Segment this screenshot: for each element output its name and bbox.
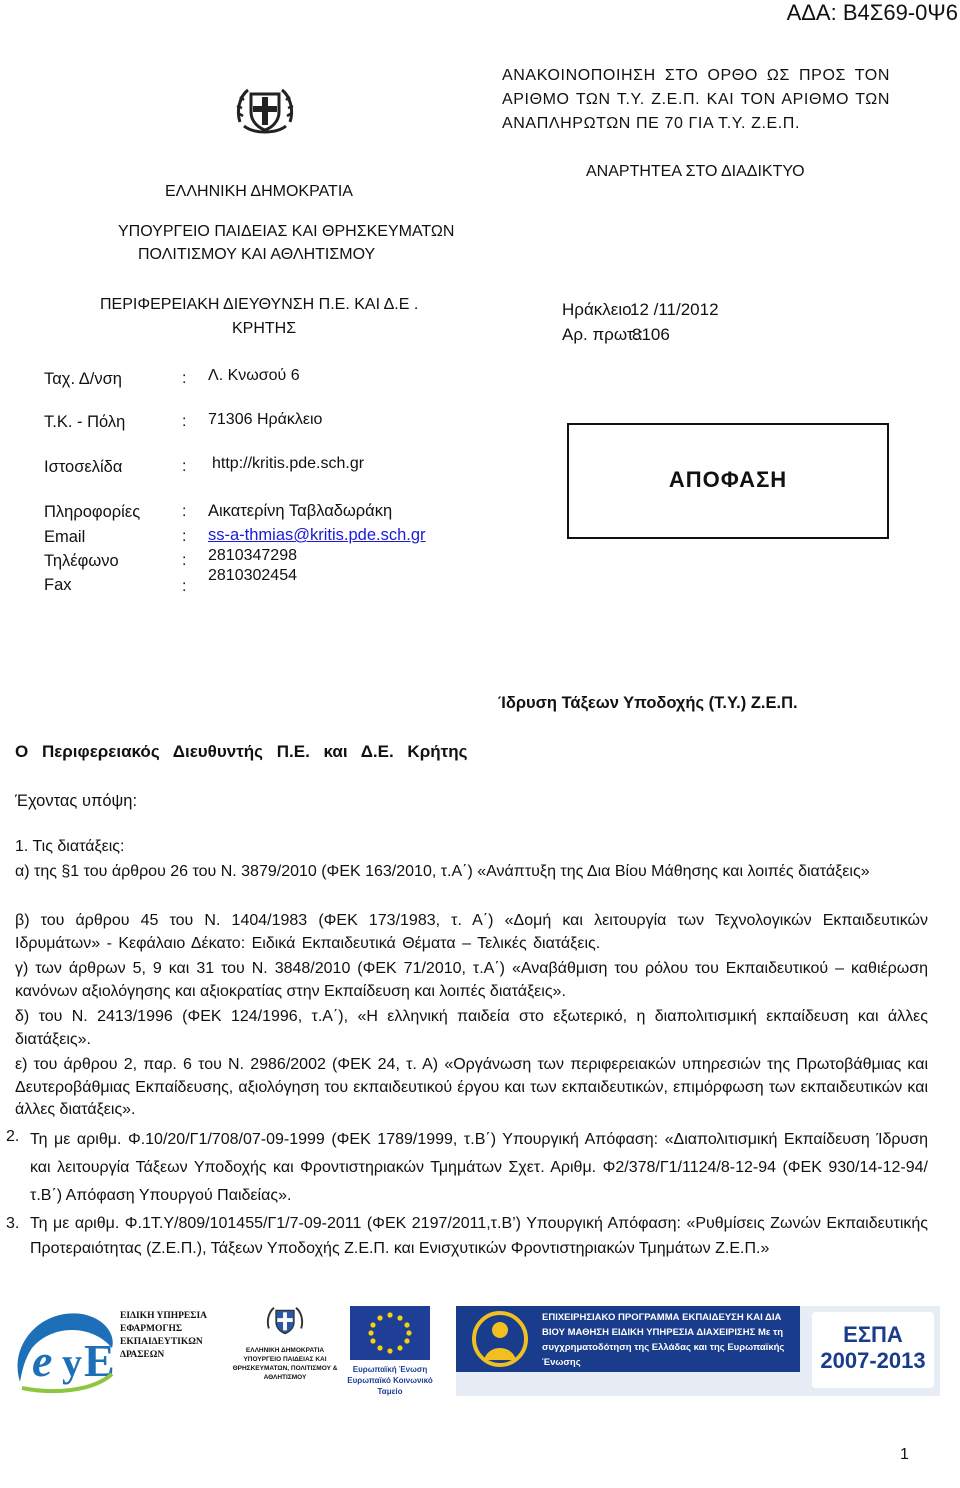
phone-label: Τηλέφωνο xyxy=(44,552,119,570)
document-date: 12 /11/2012 xyxy=(630,300,719,319)
postal-value: 71306 Ηράκλειο xyxy=(208,411,323,428)
ministry-line-2: ΠΟΛΙΤΙΣΜΟΥ ΚΑΙ ΑΘΛΗΤΙΣΜΟΥ xyxy=(138,246,376,263)
ministry-line-1: ΥΠΟΥΡΓΕΙΟ ΠΑΙΔΕΙΑΣ ΚΑΙ ΘΡΗΣΚΕΥΜΑΤΩΝ xyxy=(118,223,455,240)
item-1-heading: 1. Τις διατάξεις: xyxy=(15,838,125,855)
info-value: Αικατερίνη Ταβλαδωράκη xyxy=(208,502,393,520)
ministry-logo xyxy=(228,1302,342,1396)
protocol-number: 8106 xyxy=(632,325,670,344)
ada-code: ΑΔΑ: Β4Σ69-0Ψ6 xyxy=(786,0,958,25)
colon: : xyxy=(182,413,187,430)
distribution-note: ΑΝΑΚΟΙΝΟΠΟΙΗΣΗ ΣΤΟ ΟΡΘΟ ΩΣ ΠΡΟΣ ΤΟΝ ΑΡΙΘΜΟ ΤΩΝ Τ.Υ. Ζ.Ε.Π. ΚΑΙ ΤΟΝ ΑΡΙΘΜΟ ΤΩΝ ΑΝΑΠΛΗΡΩΤΩΝ ΠΕ 70 ΓΙΑ Τ.Υ. Ζ.Ε.Π. xyxy=(502,67,890,132)
director-title: Ο Περιφερειακός Διευθυντής Π.Ε. και Δ.Ε. Κρήτης xyxy=(15,742,468,761)
colon: : xyxy=(182,528,187,545)
item-2: Τη με αριθμ. Φ.10/20/Γ1/708/07-09-1999 (ΦΕΚ 1789/1999, τ.Β΄) Υπουργική Απόφαση: «Διαπολιτισμική Εκπαίδευση Ίδρυση και λειτουργία Τάξεων Υποδοχής και Φροντιστηριακών Τμημάτων Σχετ. Αριθμ. Φ2/378/Γ1/1124/8-12-94 (ΦΕΚ 930/14-12-94/τ.Β΄) Απόφαση Υπουργού Παιδείας». xyxy=(30,1131,928,1204)
subject-title: Ίδρυση Τάξεων Υποδοχής (Τ.Υ.) Ζ.Ε.Π. xyxy=(498,694,798,712)
address-label: Ταχ. Δ/νση xyxy=(44,370,122,388)
coat-of-arms-logo xyxy=(234,82,296,142)
espa-logo xyxy=(812,1312,934,1388)
eu-logo xyxy=(344,1306,436,1396)
info-label: Πληροφορίες xyxy=(44,503,141,521)
colon: : xyxy=(182,503,187,520)
espa-text: ΕΣΠΑ 2007-2013 xyxy=(820,1322,926,1373)
email-link[interactable]: ss-a-thmias@kritis.pde.sch.gr xyxy=(208,526,426,544)
website-link[interactable]: http://kritis.pde.sch.gr xyxy=(212,455,365,472)
colon: : xyxy=(182,578,187,595)
fax-label: Fax xyxy=(44,576,72,594)
item-2-number: 2. xyxy=(6,1128,20,1145)
directorate-line-2: ΚΡΗΤΗΣ xyxy=(232,320,297,337)
having-regard: Έχοντας υπόψη: xyxy=(15,792,138,810)
eye-icon xyxy=(12,1304,116,1396)
decision-title: ΑΠΟΦΑΣΗ xyxy=(668,467,788,492)
page-number: 1 xyxy=(900,1446,909,1463)
program-text: ΕΠΙΧΕΙΡΗΣΙΑΚΟ ΠΡΟΓΡΑΜΜΑ ΕΚΠΑΙΔΕΥΣΗ ΚΑΙ ΔΙΑ ΒΙΟΥ ΜΑΘΗΣΗ ΕΙΔΙΚΗ ΥΠΗΡΕΣΙΑ ΔΙΑΧΕΙΡΙΣΗΣ Με τη συγχρηματοδότηση της Ελλάδας και της Ευρωπαϊκής Ένωσης xyxy=(542,1312,785,1368)
ministry-logo-text: ΕΛΛΗΝΙΚΗ ΔΗΜΟΚΡΑΤΙΑ ΥΠΟΥΡΓΕΙΟ ΠΑΙΔΕΙΑΣ ΚΑΙ ΘΡΗΣΚΕΥΜΑΤΩΝ, ΠΟΛΙΤΙΣΜΟΥ & ΑΘΛΗΤΙΣΜΟΥ xyxy=(232,1347,338,1381)
protocol-label: Αρ. πρωτ.: xyxy=(562,325,644,344)
colon: : xyxy=(182,458,187,475)
eye-agency-logo xyxy=(12,1304,224,1396)
svg-text:E: E xyxy=(84,1335,115,1386)
fax-value: 2810302454 xyxy=(208,567,297,584)
colon: : xyxy=(182,370,187,387)
email-label: Email xyxy=(44,528,86,546)
republic-title: ΕΛΛΗΝΙΚΗ ΔΗΜΟΚΡΑΤΙΑ xyxy=(165,183,353,200)
item-3-number: 3. xyxy=(6,1215,20,1232)
postal-label: Τ.Κ. - Πόλη xyxy=(44,413,126,431)
item-1-c: γ) των άρθρων 5, 9 και 31 του Ν. 3848/2010 (ΦΕΚ 71/2010, τ.Α΄) «Αναβάθμιση του ρόλου του Εκπαιδευτικού – καθιέρωση κανόνων αξιολόγησης και αξιοκρατίας στην Εκπαίδευση και λοιπές διατάξεις». xyxy=(15,960,928,1000)
item-1-b: β) του άρθρου 45 του Ν. 1404/1983 (ΦΕΚ 173/1983, τ. Α΄) «Δομή και λειτουργία των Τεχνολογικών Εκπαιδευτικών Ιδρυμάτων» - Κεφάλαιο Δέκατο: Ειδικά Εκπαιδευτικά Θέματα – Τελικές διατάξεις. xyxy=(15,912,928,952)
directorate-line-1: ΠΕΡΙΦΕΡΕΙΑΚΗ ΔΙΕΥΘΥΝΣΗ Π.Ε. ΚΑΙ Δ.Ε . xyxy=(100,296,419,313)
item-1-d: δ) του Ν. 2413/1996 (ΦΕΚ 124/1996, τ.Α΄), «Η ελληνική παιδεία στο εξωτερικό, η διαπολιτισμική εκπαίδευση και άλλες διατάξεις». xyxy=(15,1008,928,1048)
coat-of-arms-icon xyxy=(265,1302,305,1342)
program-banner xyxy=(456,1306,940,1396)
internet-posting-note: ΑΝΑΡΤΗΤΕΑ ΣΤΟ ΔΙΑΔΙΚΤΥΟ xyxy=(586,163,805,180)
item-1-e: ε) του άρθρου 2, παρ. 6 του Ν. 2986/2002 (ΦΕΚ 24, τ. Α) «Οργάνωση των περιφερειακών υπηρεσιών της Πρωτοβάθμιας και Δευτεροβάθμιας Εκπαίδευσης, αξιολόγηση του εκπαιδευτικού έργου και των εκπαιδευτικών, επιμόρφωση των εκπαιδευτικών και άλλες διατάξεις». xyxy=(15,1056,928,1118)
eu-text: Ευρωπαϊκή Ένωση Ευρωπαϊκό Κοινωνικό Ταμείο xyxy=(347,1365,433,1396)
phone-value: 2810347298 xyxy=(208,547,297,564)
item-1-a: α) της §1 του άρθρου 26 του Ν. 3879/2010 (ΦΕΚ 163/2010, τ.Α΄) «Ανάπτυξη της Δια Βίου Μάθησης και λοιπές διατάξεις» xyxy=(15,863,870,880)
colon: : xyxy=(182,552,187,569)
eye-agency-text: ΕΙΔΙΚΗ ΥΠΗΡΕΣΙΑ ΕΦΑΡΜΟΓΗΣ ΕΚΠΑΙΔΕΥΤΙΚΩΝ ΔΡΑΣΕΩΝ xyxy=(120,1311,207,1360)
website-label: Ιστοσελίδα xyxy=(44,458,123,476)
eu-flag-icon xyxy=(350,1306,430,1360)
address-value: Λ. Κνωσού 6 xyxy=(208,367,300,384)
svg-text:y: y xyxy=(62,1340,82,1385)
svg-text:e: e xyxy=(32,1335,53,1386)
place-label: Ηράκλειο xyxy=(562,300,632,319)
item-3: Τη με αριθμ. Φ.1Τ.Υ/809/101455/Γ1/7-09-2011 (ΦΕΚ 2197/2011,τ.Β’) Υπουργική Απόφαση: «Ρυθμίσεις Ζωνών Εκπαιδευτικής Προτεραιότητας (Ζ.Ε.Π.), Τάξεων Υποδοχής Ζ.Ε.Π. και Ενισχυτικών Φροντιστηριακών Τμημάτων Ζ.Ε.Π.» xyxy=(30,1215,928,1257)
lifelong-learning-icon xyxy=(464,1308,536,1370)
